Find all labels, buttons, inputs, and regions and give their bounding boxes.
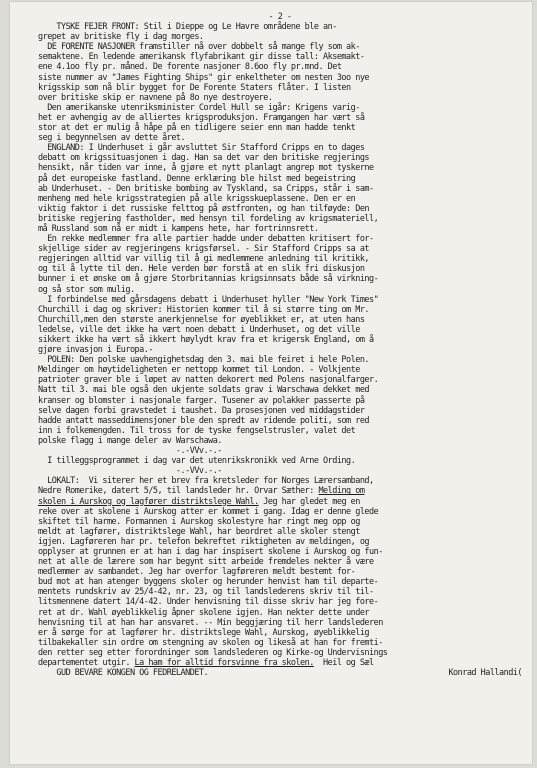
text-segment: henvisning til at han har ansvaret. -- Min beggjæring til herr landslederen xyxy=(38,617,383,628)
text-segment: LOKALT: Vi siterer her et brev fra kretsleder for Norges Lærersamband, xyxy=(38,476,374,487)
local-text-line xyxy=(38,638,522,648)
signature: Konrad Hallandi( xyxy=(448,668,522,679)
text-line: over britiske skip er navnene på 8o nye destroyere. xyxy=(38,92,273,103)
text-line: semaktene. En ledende amerikansk flyfabrikant gir disse tall: Aksemakt- xyxy=(38,52,365,63)
text-line: kranser og blomster i nasjonale farger. Tusener av polakker passerte på xyxy=(38,395,365,406)
local-text-line xyxy=(38,537,522,547)
text-line: siste nummer av "James Fighting Ships" gir enkeltheter om nesten 3oo nye xyxy=(38,72,370,83)
text-line: POLEN: Den polske uavhengighetsdag den 3. mai ble feiret i hele Polen. xyxy=(38,355,370,366)
text-segment: mentets rundskriv av 25/4-42, nr. 23, og til landslederens skriv til til- xyxy=(38,587,374,598)
text-segment: igjen. Lagføreren har pr. telefon bekreftet riktigheten av meldingen, og xyxy=(38,536,370,547)
text-segment: tilbakekaller sin ordre om stengning av skolen og likeså at han for fremti- xyxy=(38,637,383,648)
text-line: krigsskip som nå blir bygget for De Forente Staters flåter. I listen xyxy=(38,82,351,93)
text-segment: skiftet til harme. Formannen i Aurskog skolestyre har ringt meg opp og xyxy=(38,516,360,527)
text-line: inn i folkemengden. Til tross for de tyske fengselstrusler, valet det xyxy=(38,425,356,436)
text-line: I forbindelse med gårsdagens debatt i Underhuset hyller "New York Times" xyxy=(38,294,379,305)
text-line: Churchill,men den største anerkjennelse for øyeblikket er, at uten hans xyxy=(38,314,365,325)
text-line: sikkert ikke ha vært så ikkert høylydt krav fra et krigersk England, om å xyxy=(38,335,374,345)
text-segment: Nedre Romerike, datert 5/5, til landsleder hr. Orvar Sæther: xyxy=(38,486,319,497)
text-line: seg i begynnelsen av dette året. xyxy=(38,133,186,144)
text-line: TYSKE FEJER FRONT: Stil i Dieppe og Le Havre områdene ble an- xyxy=(38,22,337,33)
text-line: polske flagg i mange deler av Warschawa. xyxy=(38,435,222,446)
text-line: Den amerikanske utenriksminister Cordel Hull se igår: Krigens varig- xyxy=(38,102,360,113)
separator-line: -.-VVv.-.- xyxy=(38,466,222,477)
closing-line xyxy=(38,668,522,678)
local-text-line xyxy=(38,517,522,527)
text-line: må Russland som nå er midt i kampens hete, har fortrinnsrett. xyxy=(38,223,319,234)
local-text-line xyxy=(38,527,522,537)
text-segment: bud mot at han atenger byggens skoler og herunder henvist ham til departe- xyxy=(38,577,379,588)
page-marker: - 2 - xyxy=(268,12,292,22)
text-line: og til å lytte til den. Hele verden bør forstå at en slik fri diskusjon xyxy=(38,264,365,275)
text-line: gjøre invasjon i Europa.- xyxy=(38,345,153,356)
text-line: stor at det er mulig å håpe på en tidligere seier enn man hadde tenkt xyxy=(38,123,356,134)
text-line: DE FORENTE NASJONER framstiller nå over dobbelt så mange fly som ak- xyxy=(38,42,360,53)
local-text-line xyxy=(38,628,522,638)
text-line: ab Underhuset. - Den britiske bombing av Tyskland, sa Cripps, står i sam- xyxy=(38,183,374,194)
text-segment: er å sørge for at lagfører hr. distriktslege Wahl, Aurskog, øyeblikkelig xyxy=(38,627,370,638)
text-line: Churchill i dag og skriver: Historien kommer til å si større ting om Mr. xyxy=(38,304,370,315)
text-line: debatt om krigssituasjonen i dag. Han sa det var den britiske regjerings xyxy=(38,153,370,164)
text-segment: net at alle de lærere som har begynt sitt arbeide fremdeles nekter å være xyxy=(38,557,374,568)
text-line: patrioter graver ble i løpet av natten dekorert med Polens nasjonalfarger. xyxy=(38,375,379,386)
local-text-line xyxy=(38,658,522,668)
text-segment: medlemmer av sambandet. Jeg har overfor lagføreren meldt bestemt for- xyxy=(38,567,356,578)
text-segment: meldt at lagfører, distriktslege Wahl, har beordret alle skoler stengt xyxy=(38,526,360,537)
text-line: grepet av britiske fly i dag morges. xyxy=(38,32,204,43)
text-line: hadde antatt masseddimensjoner ble den spredt av ridende politi, som red xyxy=(38,415,370,426)
text-line: bunner i et ønske om å gjøre Storbritannias krigsinnsats både så virkning- xyxy=(38,274,379,285)
document-page xyxy=(10,2,532,764)
addendum-line: I tilleggsprogrammet i dag var det utenrikskronikk ved Arne Ording. xyxy=(38,456,356,467)
text-segment: Jeg har gledet meg en xyxy=(258,496,360,507)
text-line: hensikt, når tiden var inne, å gjøre et nytt planlagt angrep mot tyskerne xyxy=(38,163,374,174)
text-segment: reke over at skolene i Aurskog atter er kommet i gang. Idag er denne glede xyxy=(38,506,379,517)
local-text-line xyxy=(38,476,522,486)
text-line: viktig faktor i det russiske felttog på østfronten, og han tilføyde: Den xyxy=(38,203,370,214)
local-text-line xyxy=(38,497,522,507)
text-segment: opplyser at grunnen er at han i dag har inspisert skolene i Aurskog og fun- xyxy=(38,546,383,557)
local-text-line xyxy=(38,618,522,628)
text-line: ledelse, ville det ikke ha vært noen debatt i Underhuset, og det ville xyxy=(38,324,360,335)
text-segment: Heil og Sæl xyxy=(313,658,374,668)
local-text-line xyxy=(38,608,522,618)
text-segment: ret at dr. Wahl øyeblikkelig åpner skolene igjen. Han nekter dette under xyxy=(38,607,370,618)
text-line: -.-VVv.-.- xyxy=(38,446,222,457)
document-body xyxy=(38,12,522,678)
text-line: Meldinger om høytideligheten er nettopp kommet til London. - Volkjente xyxy=(38,365,360,376)
text-line: på det europeiske fastland. Denne erklæring ble hilst med begeistring xyxy=(38,173,356,184)
local-text-line xyxy=(38,486,522,496)
local-text-line xyxy=(38,587,522,597)
news-section xyxy=(38,22,522,456)
local-text-line xyxy=(38,567,522,577)
local-section xyxy=(38,476,522,668)
text-segment: den retter seg etter forordninger som landslederen og Kirke-og Undervisnings xyxy=(38,647,388,658)
text-line: het er avhengig av de alliertes krigsproduksjon. Framgangen har vært så xyxy=(38,112,365,123)
local-text-line xyxy=(38,557,522,567)
local-text-line xyxy=(38,577,522,587)
text-line: ene 4.1oo fly pr. måned. De forente nasjoner 8.6oo fly pr.mnd. Det xyxy=(38,62,342,73)
underlined-text: Melding om xyxy=(318,486,365,497)
text-line: menheng med hele krigsstrategien på alle krigsskueplassene. Den er en xyxy=(38,193,356,204)
local-text-line xyxy=(38,547,522,557)
text-line: En rekke medlemmer fra alle partier hadde under debatten kritisert for- xyxy=(38,234,374,245)
text-line: skjellige sider av regjeringens krigsførsel. - Sir Stafford Cripps sa at xyxy=(38,244,370,255)
text-line: og så stor som mulig. xyxy=(38,284,135,295)
underlined-text: La ham for alltid forsvinne fra skolen. xyxy=(134,658,314,668)
closing-slogan: GUD BEVARE KONGEN OG FEDRELANDET. xyxy=(38,668,209,679)
text-line: selve dagen forbi gravstedet i taushet. Da prosesjonen ved middagstider xyxy=(38,405,365,416)
text-line: Natt til 3. mai ble også den ukjente soldats grav i Warschawa dekket med xyxy=(38,385,370,396)
local-text-line xyxy=(38,507,522,517)
text-line: britiske regjering fastholder, med hensyn til fordeling av krigsmateriell, xyxy=(38,213,379,224)
text-line: regjeringen alltid var villig til å gi medlemmene anledning til kritikk, xyxy=(38,254,370,265)
local-text-line xyxy=(38,597,522,607)
text-line: ENGLAND: I Underhuset i går avsluttet Sir Stafford Cripps en to dages xyxy=(38,143,365,154)
local-text-line xyxy=(38,648,522,658)
text-segment: litsmennene datert 14/4-42. Under henvisning til disse skriv har jeg fore- xyxy=(38,597,379,608)
underlined-text: skolen i Aurskog og lagfører distriktslege Wahl. xyxy=(38,496,259,507)
text-segment: departementet utgir. xyxy=(38,658,135,668)
